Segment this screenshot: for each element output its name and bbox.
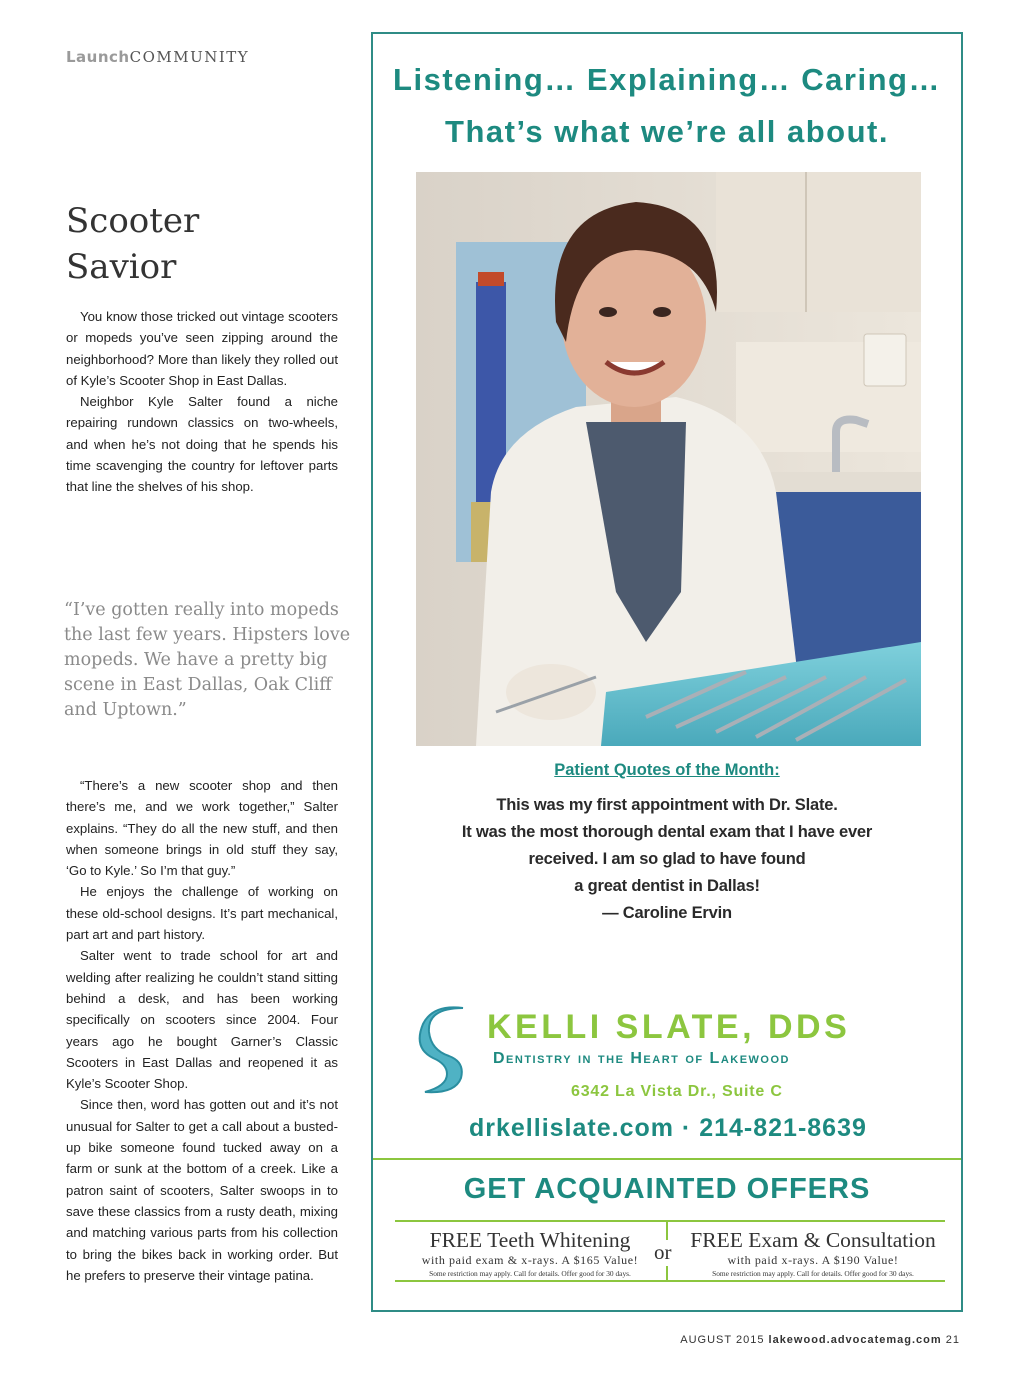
quote-line: received. I am so glad to have found: [528, 850, 806, 868]
quote-attribution: — Caroline Ervin: [602, 904, 732, 922]
offer-whitening: [395, 1227, 665, 1280]
quote-line: It was the most thorough dental exam that I have ever: [461, 823, 873, 841]
practice-address: 6342 La Vista Dr., Suite C: [571, 1083, 783, 1100]
article-headline: [66, 198, 346, 290]
offer-separator: [666, 1266, 668, 1282]
offer-separator: [666, 1220, 668, 1240]
body-paragraph: Since then, word has gotten out and it’s not unusual for Salter to get a call about a busted-up bike someone found tucked away on a farm or sunk at the bottom of a creek. Like a patron saint of scooters, Salter swoops in to save these classics from a rusty death, mixing and matching various parts from his collection to bring the bikes back in working order. But he prefers to preserve their vintage patina.: [66, 1097, 338, 1283]
offer-subtitle: with paid x-rays. A $190 Value!: [727, 1253, 899, 1267]
footer-site[interactable]: lakewood.advocatemag.com: [768, 1334, 942, 1346]
pull-quote: “I’ve gotten really into mopeds the last few years. Hipsters love mopeds. We have a pretty big scene in East Dallas, Oak Cliff and Uptown.”: [64, 600, 351, 720]
offers-title: GET ACQUAINTED OFFERS: [463, 1173, 871, 1205]
practice-logo-icon: [417, 1002, 473, 1098]
dentist-photo: [416, 172, 921, 746]
dentist-advertisement: [371, 32, 963, 1312]
practice-name: KELLI SLATE, DDS: [487, 1008, 851, 1046]
body-paragraph: He enjoys the challenge of working on these old-school designs. It’s part mechanical, part art and part history.: [66, 884, 338, 943]
footer-issue: AUGUST 2015: [680, 1334, 765, 1346]
body-paragraph: Neighbor Kyle Salter found a niche repairing rundown classics on two-wheels, and when he’s not doing that he spends his time scavenging the country for leftover parts that line the shelves of his shop.: [66, 394, 338, 495]
patient-quotes-title: Patient Quotes of the Month:: [554, 761, 780, 779]
article-body-bottom: [66, 775, 338, 1286]
page-number: 21: [945, 1334, 960, 1346]
ad-headline-2: That’s what we’re all about.: [445, 114, 889, 149]
offer-fine-print: Some restriction may apply. Call for details. Offer good for 30 days.: [712, 1269, 914, 1278]
ad-headline-1: Listening… Explaining… Caring…: [393, 62, 941, 97]
section-name: COMMUNITY: [129, 48, 250, 66]
offer-title: FREE Exam & Consultation: [690, 1228, 936, 1252]
article-body-top: [66, 306, 338, 498]
section-prefix: Launch: [66, 48, 130, 66]
offer-or: or: [654, 1240, 672, 1264]
offer-subtitle: with paid exam & x-rays. A $165 Value!: [421, 1253, 639, 1267]
section-tag: [66, 48, 249, 66]
offer-title: FREE Teeth Whitening: [429, 1228, 631, 1252]
quote-line: This was my first appointment with Dr. Slate.: [496, 796, 838, 814]
body-paragraph: Salter went to trade school for art and welding after realizing he couldn’t stand sitting behind a desk, and has been working specifically on scooters since 2004. Four years ago he bought Garner’s Classic Scooters in East Dallas and reopened it as Kyle’s Scooter Shop.: [66, 948, 338, 1092]
page-footer: [680, 1334, 960, 1346]
headline-line-2: Savior: [66, 247, 177, 287]
quote-line: a great dentist in Dallas!: [574, 877, 760, 895]
practice-tagline: Dentistry in the Heart of Lakewood: [493, 1050, 790, 1067]
body-paragraph: “There’s a new scooter shop and then there’s me, and we work together,” Salter explains. “They do all the new stuff, and then when someone brings in old stuff they say, ‘Go to Kyle.’ So I’m that guy.”: [66, 778, 338, 879]
offer-fine-print: Some restriction may apply. Call for details. Offer good for 30 days.: [429, 1269, 631, 1278]
practice-contact[interactable]: drkellislate.com · 214-821-8639: [469, 1114, 867, 1142]
body-paragraph: You know those tricked out vintage scooters or mopeds you’ve seen zipping around the neighborhood? More than likely they rolled out of Kyle’s Scooter Shop in East Dallas.: [66, 309, 338, 388]
offers-divider: [373, 1158, 961, 1160]
offer-exam: [678, 1227, 948, 1280]
headline-line-1: Scooter: [66, 201, 200, 241]
